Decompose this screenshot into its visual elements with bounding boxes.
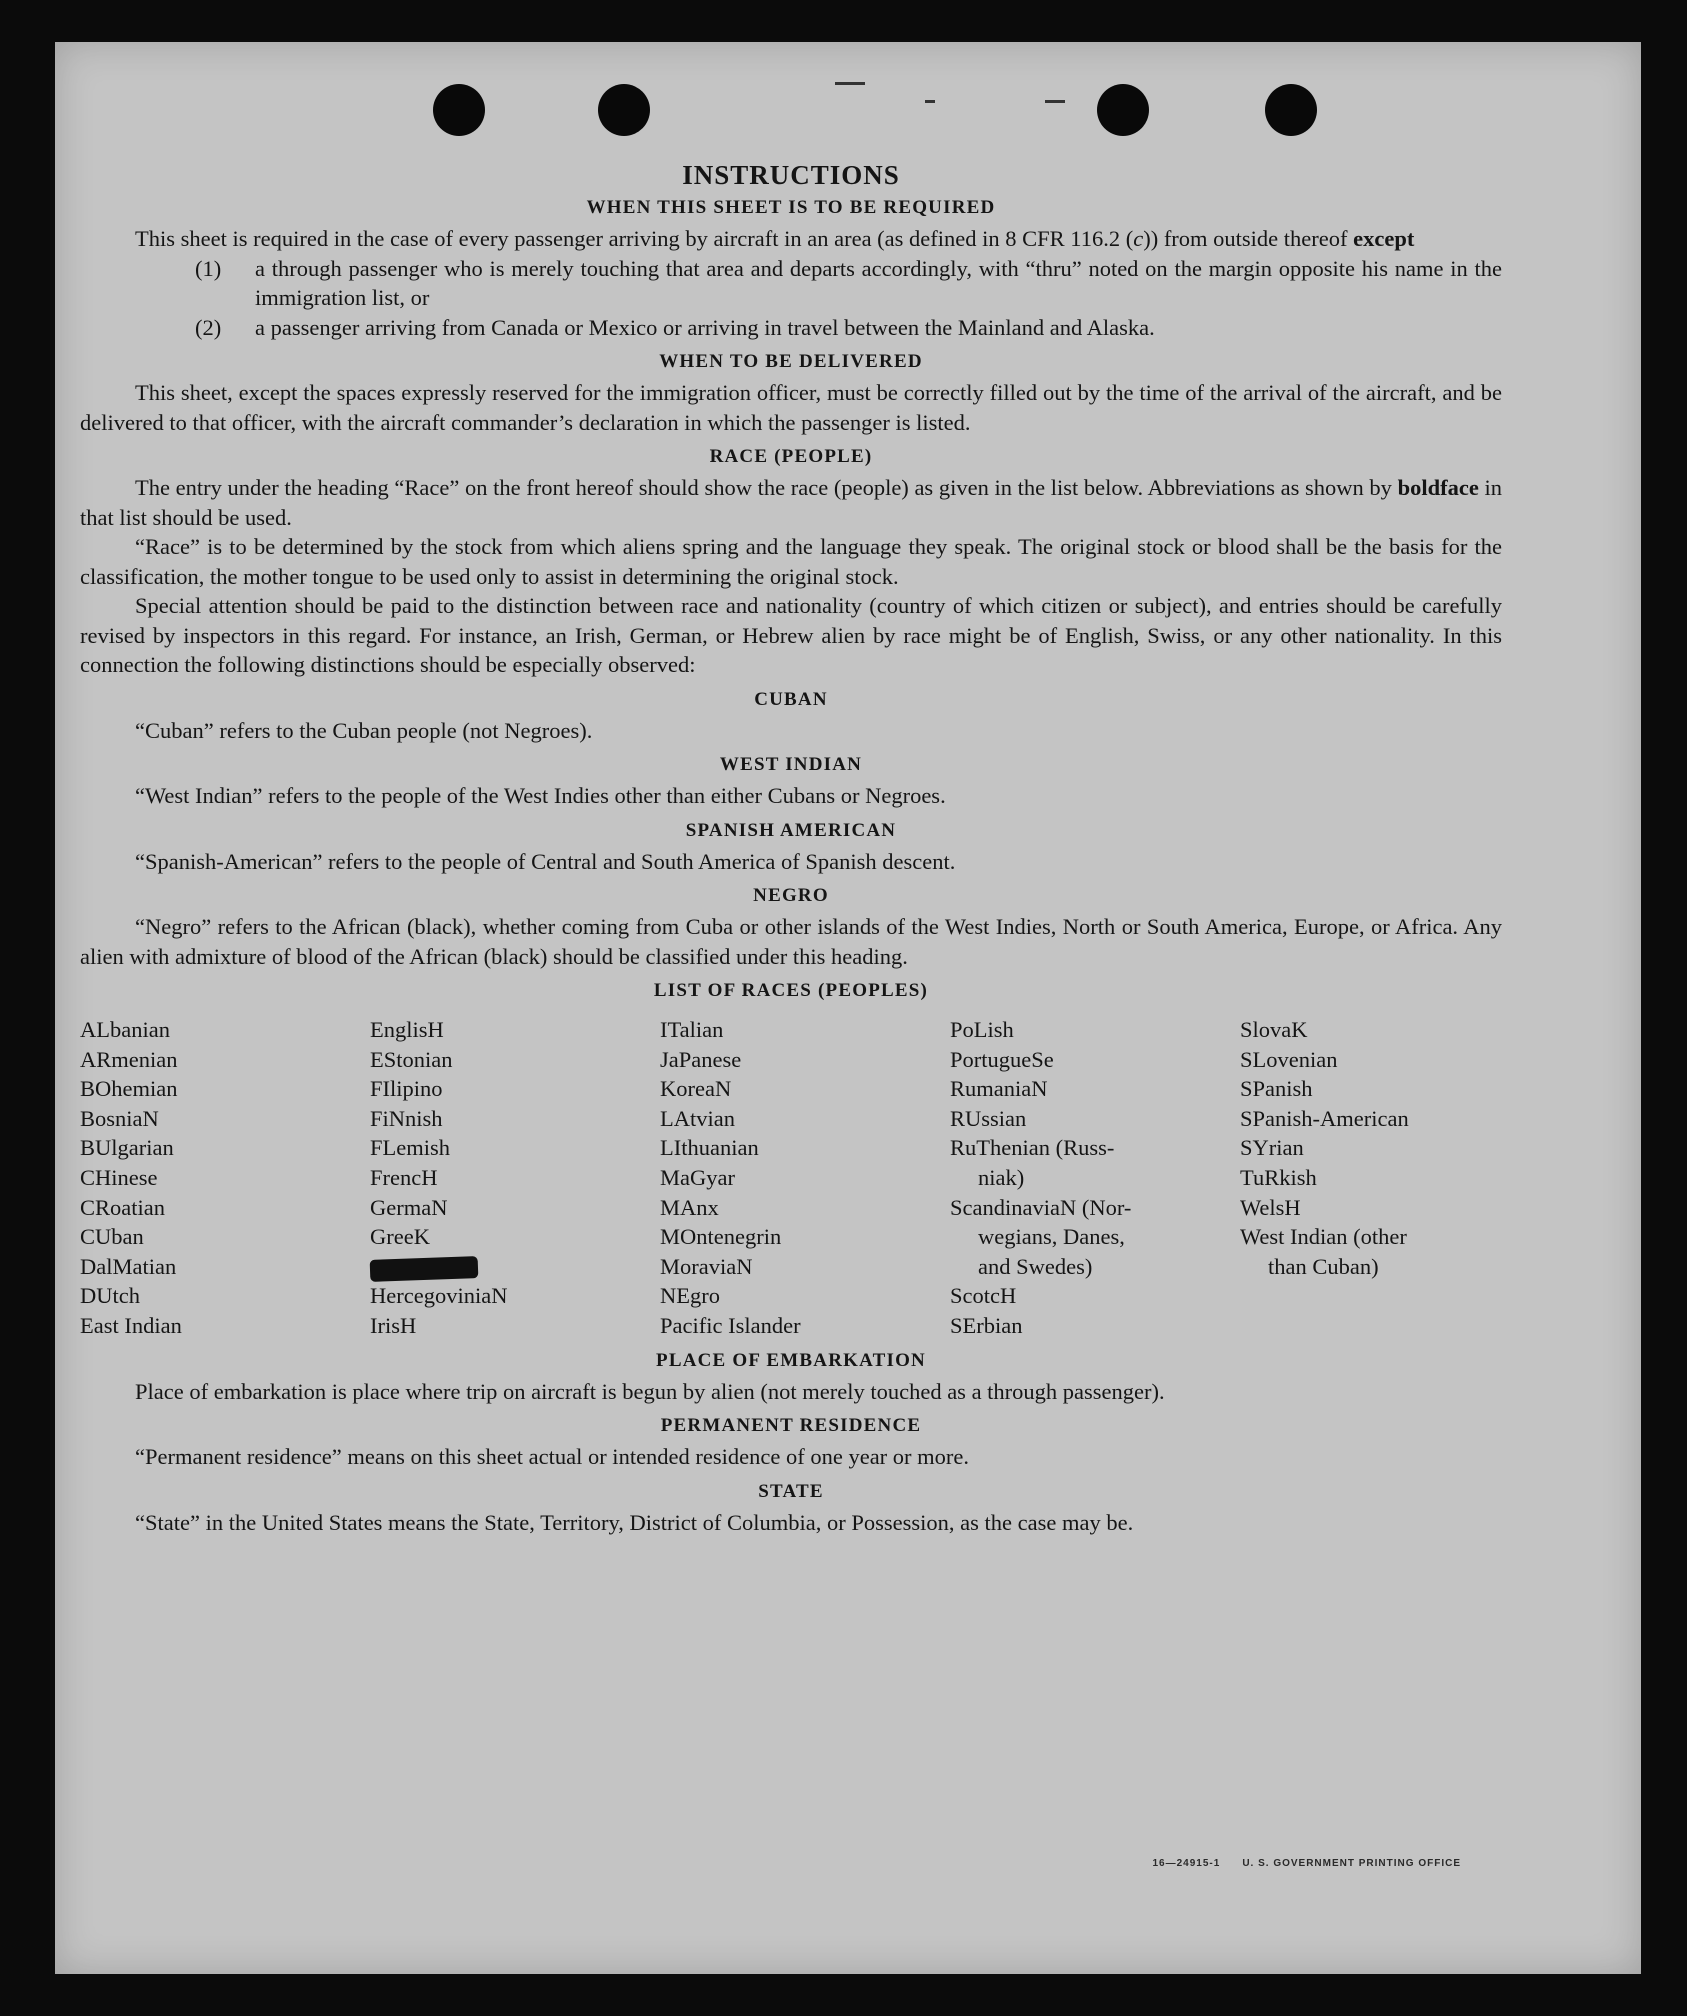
race-entry: TuRkish	[1240, 1164, 1317, 1190]
race-entry: IrisH	[370, 1312, 417, 1338]
print-speck	[1045, 100, 1065, 103]
form-footer	[1130, 1858, 1461, 1869]
race-entry-continuation: than Cuban)	[1268, 1253, 1379, 1279]
residence-text: “Permanent residence” means on this sheet actual or intended residence of one year or more.	[135, 1444, 970, 1470]
race-entry: CRoatian	[80, 1194, 165, 1220]
race-entry: NEgro	[660, 1283, 720, 1309]
race-entry: BUlgarian	[80, 1135, 174, 1161]
section-heading-delivered: WHEN TO BE DELIVERED	[659, 351, 923, 372]
race-entry: MaGyar	[660, 1164, 735, 1190]
race-entry: SPanish	[1240, 1076, 1313, 1102]
race-entry: BosniaN	[80, 1105, 159, 1131]
section-heading-spanish-american: SPANISH AMERICAN	[685, 819, 897, 841]
race-paragraph-2: “Race” is to be determined by the stock from which aliens spring and the language they speak. The original stock or blood shall be the basis for the classification, the mother tongue to be used only to assist in determining the original stock.	[80, 534, 1502, 589]
race-entry-continuation: wegians, Danes,	[978, 1224, 1125, 1250]
race-entry: Pacific Islander	[660, 1312, 801, 1338]
item-number: (2)	[195, 314, 222, 340]
race-entry: SYrian	[1240, 1135, 1304, 1161]
race-entry: MAnx	[660, 1194, 719, 1220]
race-entry: FiNnish	[370, 1105, 443, 1131]
punch-hole	[1097, 84, 1149, 136]
race-entry: EStonian	[370, 1046, 453, 1072]
race-entry: CHinese	[80, 1164, 158, 1190]
race-entry: BOhemian	[80, 1076, 178, 1102]
race-entry: West Indian (other	[1240, 1224, 1407, 1250]
section-heading-residence: PERMANENT RESIDENCE	[660, 1415, 922, 1437]
race-entry: CUban	[80, 1224, 144, 1250]
race-entry: GermaN	[370, 1194, 448, 1220]
race-entry: ITalian	[660, 1017, 724, 1042]
races-column-2	[370, 1015, 660, 1341]
race-entry: SlovaK	[1240, 1017, 1308, 1042]
race-entry: EnglisH	[370, 1017, 444, 1042]
races-column-3	[660, 1015, 950, 1341]
list-item	[195, 254, 1502, 313]
race-entry: ScandinaviaN (Nor-	[950, 1194, 1132, 1220]
section-heading-negro: NEGRO	[753, 885, 829, 906]
item-text: a through passenger who is merely touching that area and departs accordingly, with “thru” noted on the margin opposite his name in the immigration list, or	[255, 255, 1502, 310]
race-entry: SErbian	[950, 1312, 1023, 1338]
race-entry: DUtch	[80, 1283, 140, 1309]
spanish-american-text: “Spanish-American” refers to the people of Central and South America of Spanish descent.	[135, 848, 956, 874]
race-entry: DalMatian	[80, 1253, 177, 1279]
instructions-content	[80, 158, 1502, 1537]
document-sheet	[55, 42, 1641, 1974]
redaction-mark	[370, 1256, 479, 1282]
race-entry: HercegoviniaN	[370, 1283, 508, 1309]
race-entry: RuThenian (Russ-	[950, 1135, 1115, 1161]
section-heading-state: STATE	[758, 1480, 824, 1502]
race-entry: FLemish	[370, 1135, 451, 1161]
races-column-1	[80, 1015, 370, 1341]
race-entry: WelsH	[1240, 1194, 1301, 1220]
race-entry: PoLish	[950, 1017, 1014, 1042]
race-entry: East Indian	[80, 1312, 182, 1338]
page-title: INSTRUCTIONS	[682, 160, 900, 190]
punch-hole	[598, 84, 650, 136]
race-entry: LAtvian	[660, 1105, 735, 1131]
west-indian-text: “West Indian” refers to the people of the West Indies other than either Cubans or Negroes.	[135, 783, 946, 808]
race-entry: PortugueSe	[950, 1046, 1054, 1072]
form-number: 16—24915-1	[1152, 1858, 1221, 1869]
printer-name: U. S. GOVERNMENT PRINTING OFFICE	[1242, 1858, 1461, 1869]
section-heading-race: RACE (PEOPLE)	[709, 446, 873, 467]
section-heading-west-indian: WEST INDIAN	[719, 754, 863, 775]
race-entry-continuation: and Swedes)	[978, 1253, 1093, 1279]
race-paragraph-3: Special attention should be paid to the distinction between race and nationality (country of which citizen or subject), and entries should be carefully revised by inspectors in this regard. For instance, an Irish, German, or Hebrew alien by race might be of English, Swiss, or any other nationality. In this connection the following distinctions should be especially observed:	[80, 593, 1502, 677]
negro-text: “Negro” refers to the African (black), whether coming from Cuba or other islands of the West Indies, North or South America, Europe, or Africa. Any alien with admixture of blood of the African (black) should be classified under this heading.	[80, 914, 1502, 969]
redacted-entry	[370, 1252, 660, 1282]
embarkation-text: Place of embarkation is place where trip on aircraft is begun by alien (not merely touched as a through passenger).	[135, 1378, 1165, 1404]
section-heading-list-of-races: LIST OF RACES (PEOPLES)	[653, 980, 929, 1001]
races-column-4	[950, 1015, 1240, 1341]
race-entry: MOntenegrin	[660, 1224, 782, 1250]
punch-hole	[433, 84, 485, 136]
race-entry: ALbanian	[80, 1017, 170, 1042]
race-entry-continuation: niak)	[978, 1164, 1025, 1190]
item-number: (1)	[195, 255, 222, 281]
race-entry: ScotcH	[950, 1283, 1017, 1309]
required-intro: This sheet is required in the case of every passenger arriving by aircraft in an area (as defined in 8 CFR 116.2 (c)) from outside thereof except	[135, 226, 1415, 251]
delivered-text: This sheet, except the spaces expressly reserved for the immigration officer, must be correctly filled out by the time of the arrival of the aircraft, and be delivered to that officer, with the aircraft commander’s declaration in which the passenger is listed.	[80, 380, 1502, 435]
race-entry: KoreaN	[660, 1076, 732, 1102]
print-speck	[925, 100, 935, 103]
section-heading-cuban: CUBAN	[754, 688, 828, 710]
race-entry: SPanish-American	[1240, 1105, 1409, 1131]
state-text: “State” in the United States means the State, Territory, District of Columbia, or Possession, as the case may be.	[135, 1509, 1134, 1535]
races-table	[80, 1015, 1502, 1341]
race-entry: RUssian	[950, 1105, 1027, 1131]
list-item	[195, 313, 1502, 343]
race-entry: JaPanese	[660, 1046, 742, 1072]
race-entry: ARmenian	[80, 1046, 178, 1072]
race-entry: RumaniaN	[950, 1076, 1048, 1102]
race-paragraph-1: The entry under the heading “Race” on the front hereof should show the race (people) as given in the list below. Abbreviations as shown by boldface in that list should be used.	[80, 475, 1502, 530]
cuban-text: “Cuban” refers to the Cuban people (not Negroes).	[135, 717, 593, 743]
race-entry: GreeK	[370, 1224, 430, 1250]
races-column-5	[1240, 1015, 1530, 1341]
race-entry: MoraviaN	[660, 1253, 753, 1279]
section-heading-required: WHEN THIS SHEET IS TO BE REQUIRED	[586, 197, 996, 218]
race-entry: SLovenian	[1240, 1046, 1338, 1072]
race-entry: LIthuanian	[660, 1135, 759, 1161]
race-entry: FrencH	[370, 1164, 438, 1190]
race-entry: FIlipino	[370, 1076, 443, 1102]
print-speck	[835, 82, 865, 85]
section-heading-embarkation: PLACE OF EMBARKATION	[656, 1349, 926, 1371]
item-text: a passenger arriving from Canada or Mexico or arriving in travel between the Mainland and Alaska.	[255, 314, 1155, 340]
punch-hole	[1265, 84, 1317, 136]
